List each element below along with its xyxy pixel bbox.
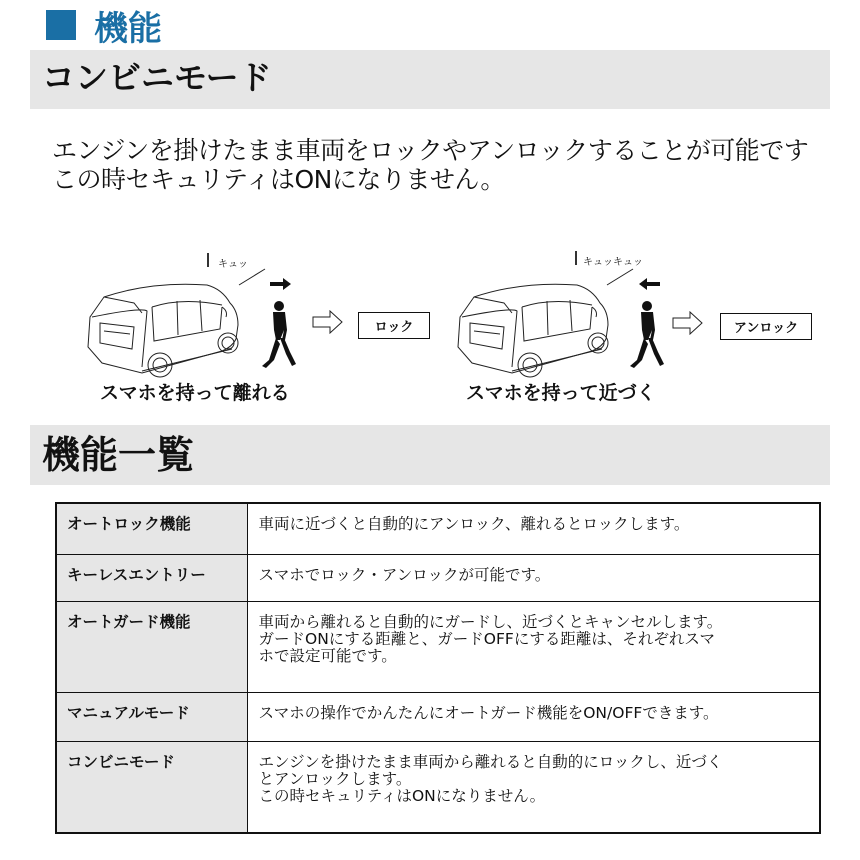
feature-name: キーレスエントリー bbox=[56, 554, 247, 601]
description-line: エンジンを掛けたまま車両から離れると自動的にロックし、近づく bbox=[258, 752, 723, 771]
diagram-caption: スマホを持って近づく bbox=[466, 382, 656, 404]
feature-description bbox=[247, 692, 820, 741]
feature-description bbox=[247, 554, 820, 601]
table-row bbox=[56, 554, 820, 601]
square-bullet-icon bbox=[46, 10, 76, 40]
feature-name: コンビニモード bbox=[56, 741, 247, 833]
result-lock: ロック bbox=[358, 312, 430, 339]
hollow-arrow-right-icon bbox=[672, 311, 704, 335]
description-line: スマホでロック・アンロックが可能です。 bbox=[258, 565, 551, 584]
feature-list-heading: 機能一覧 bbox=[30, 425, 830, 485]
signal-line bbox=[237, 265, 267, 287]
intro-text bbox=[52, 136, 842, 194]
arrow-right-icon bbox=[270, 278, 292, 290]
arrow-left-icon bbox=[638, 278, 660, 290]
table-row bbox=[56, 601, 820, 692]
sound-tick bbox=[207, 253, 209, 267]
description-line: 車両から離れると自動的にガードし、近づくとキャンセルします。 bbox=[258, 612, 723, 631]
signal-line bbox=[605, 267, 635, 287]
diagram-walk-away bbox=[82, 245, 442, 405]
walking-person-icon bbox=[260, 300, 300, 370]
feature-name: マニュアルモード bbox=[56, 692, 247, 741]
table-row bbox=[56, 503, 820, 554]
minivan-illustration bbox=[452, 267, 612, 382]
sound-label: キュッキュッ bbox=[583, 257, 643, 268]
feature-description bbox=[247, 741, 820, 833]
walking-person-icon bbox=[628, 300, 668, 370]
sound-tick bbox=[575, 251, 577, 265]
diagram-approach bbox=[450, 245, 830, 405]
section-title-text: 機能 bbox=[94, 8, 162, 49]
description-line: スマホの操作でかんたんにオートガード機能をON/OFFできます。 bbox=[258, 703, 719, 722]
description-line: 車両に近づくと自動的にアンロック、離れるとロックします。 bbox=[258, 515, 690, 533]
description-line: ホで設定可能です。 bbox=[258, 646, 397, 665]
feature-name: オートロック機能 bbox=[56, 503, 247, 554]
description-line: ガードONにする距離と、ガードOFFにする距離は、それぞれスマ bbox=[258, 629, 716, 648]
feature-name: オートガード機能 bbox=[56, 601, 247, 692]
sound-label: キュッ bbox=[218, 259, 248, 270]
intro-line: この時セキュリティはONになりません。 bbox=[52, 165, 505, 194]
intro-line: エンジンを掛けたまま車両をロックやアンロックすることが可能です bbox=[52, 136, 809, 165]
minivan-illustration bbox=[82, 267, 242, 382]
feature-description bbox=[247, 601, 820, 692]
table-row bbox=[56, 741, 820, 833]
mode-heading: コンビニモード bbox=[30, 50, 830, 109]
section-title bbox=[46, 4, 162, 49]
table-row bbox=[56, 692, 820, 741]
description-line: この時セキュリティはONになりません。 bbox=[258, 786, 546, 805]
feature-description bbox=[247, 503, 820, 554]
feature-table bbox=[55, 502, 821, 834]
hollow-arrow-right-icon bbox=[312, 310, 344, 334]
description-line: とアンロックします。 bbox=[258, 769, 412, 788]
diagram-caption: スマホを持って離れる bbox=[100, 382, 290, 404]
result-unlock: アンロック bbox=[720, 313, 812, 340]
